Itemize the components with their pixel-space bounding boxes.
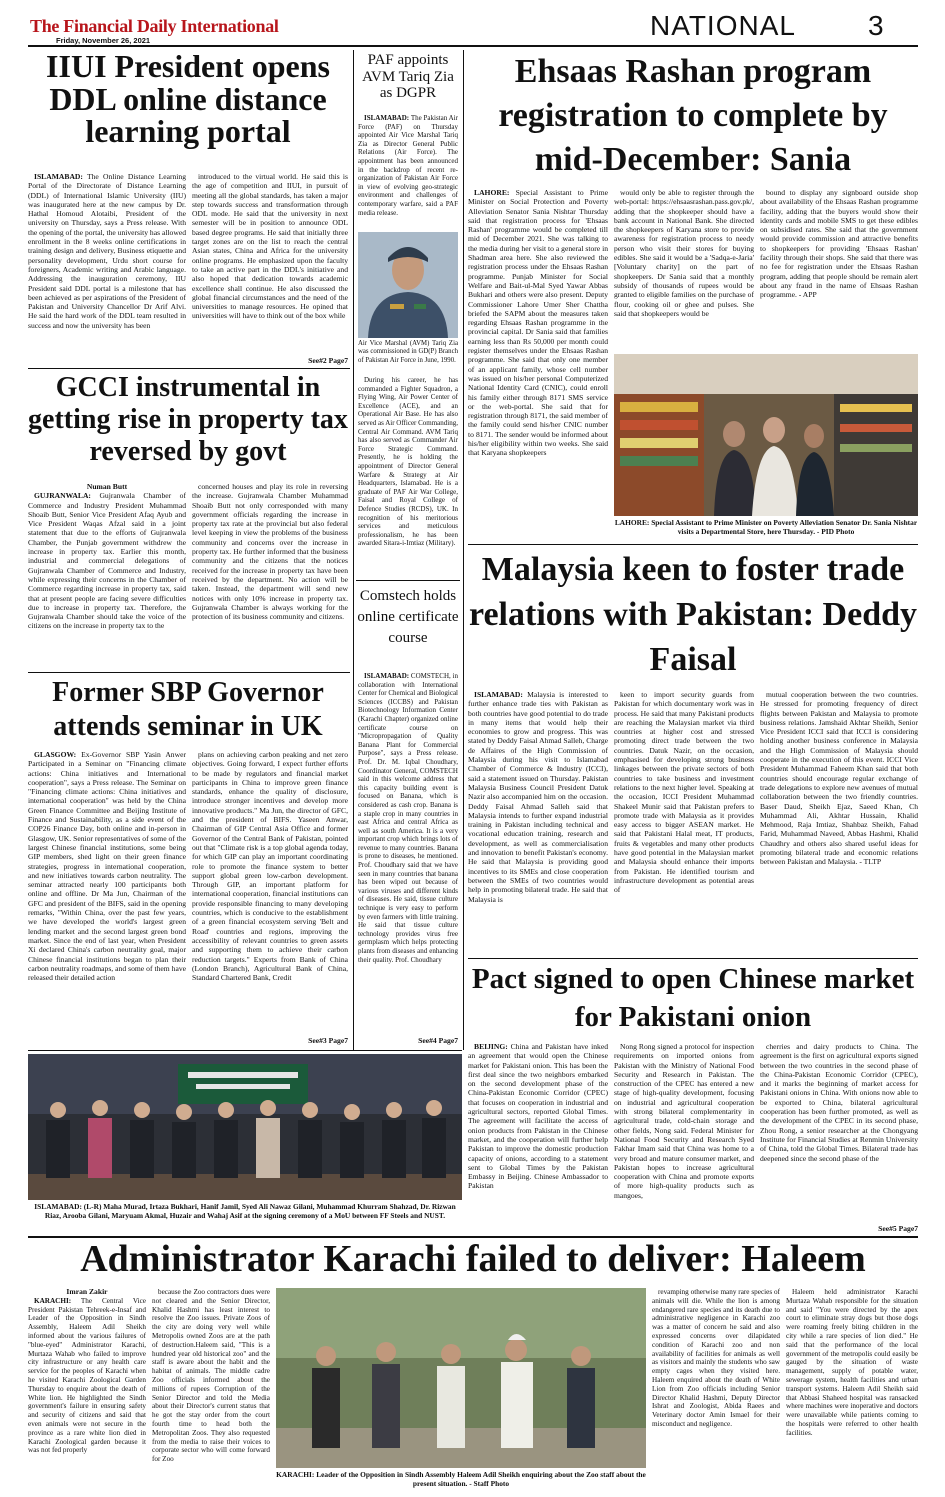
- karachi-zoo-photo: [276, 1288, 646, 1468]
- gcci-dateline: GUJRANWALA:: [34, 491, 91, 501]
- paper-name: The Financial Daily International: [30, 16, 279, 36]
- paf-headline: PAF appoints AVM Tariq Zia as DGPR: [362, 52, 454, 101]
- paf-right-rule: [463, 50, 464, 1050]
- karachi-text-1: The Central Vice President Pakistan Tehreek-e-Insaf and Leader of the Opposition in Sindh Assembly, Haleem Adil Sheikh informed about the various failures of "blue-eyed" Administrator Karachi, Murtaza Wahab who failed to improve city infrastructure or any health care service for the peoples of Karachi when he visited Karachi Zoological Garden Thursday to enquire about the death of White lion. He highlighted the Sindh government's failure in ensuring safety and security of citizens and said that even animals were not secure in the province as a rare white lion died in Karachi Zoological garden because it was not fed properly: [28, 1296, 146, 1455]
- malaysia-col-1: [468, 690, 608, 956]
- page-number: 3: [868, 10, 884, 41]
- karachi-col-3: [652, 1288, 780, 1488]
- paf-text-top: The Pakistan Air Force (PAF) on Thursday appointed Air Vice Marshal Tariq Zia as Director General Public Relations (Air Force). The appointment has been announced in the backdrop of recent re-organization of Pakistan Air Force in view of evolving geo-strategic environment and challenges of contemporary warfare, said a PAF media release.: [358, 114, 458, 217]
- paf-left-rule: [353, 50, 354, 1050]
- comstech-see-more: See#4 Page7: [418, 1036, 458, 1045]
- iiui-rule: [28, 368, 350, 369]
- ehsaas-col-2: [614, 188, 754, 350]
- onion-see-more: See#5 Page7: [878, 1224, 918, 1233]
- gcci-text-2: concerned houses and play its role in reversing the increase. Gujranwala Chamber Muhammad Shoaib Butt not only corresponded with many government officials regarding the increase in property tax rate at the provincial but also federal level keeping in view the problems of the business community and concerns over the increase in property tax. He further informed that the business community and the citizens that the notices received for the increase in property tax have been received by the department. No action will be taken. Instead, the department will send new notices with only 10% increase in property tax. Gujranwala Chamber is always working for the protection of its business community and citizens.: [192, 482, 348, 622]
- iiui-text-2: introduced to the virtual world. He said this is the age of competition and IIUI, in pursuit of meeting all the global standards, has taken a major step towards success and transformation through ODL mode. He said that the university in next semester will be in position to announce ODL based degree programs. He said that initially three target zones are on the list to reach the central Asian states, China and Africa for the university online programs. He emphasized upon the faculty to take an active part in the DDL's initiative and also hoped that dedication towards academic excellence shall continue. He also discussed the global financial circumstances and the need of the universities to manage resources. He opined that universities will have to think out of the box while: [192, 172, 348, 321]
- malaysia-text-2: keen to import security guards from Pakistan for which documentary work was in process. He said that many Pakistani products are reaching the Malaysian market via third countries at higher cost and stressed promoting direct trade between the two countries. Datuk Nazir, on the occasion, emphasised for developing strong business linkages between the private sectors of both countries to take business and investment relations to the next higher level. Speaking at the occasion, ICCI President Muhammad Shakeel Munir said that Pakistan prefers to promote trade with Malaysia as it provides easy access to bigger ASEAN market. He said that Pakistani Halal meat, IT products, fruits & vegetables and many other products have good potential in the Malaysian market and Malaysia should enhance their imports from Pakistan. He identified tourism and infrastructure development as potential areas of: [614, 690, 754, 895]
- malaysia-text-3: mutual cooperation between the two countries. He stressed for promoting frequency of direct flights between Pakistan and Malaysia to promote business relations. Jamshaid Akhtar Sheikh, Senior Vice President ICCI said that ICCI is considering holding another business conference in Malaysia and the High Commission of Malaysia should cooperate in the execution of this event. ICCI Vice President Muhammad Faheem Khan said that both countries should encourage regular exchange of trade delegations to explore new avenues of mutual collaboration between the two friendly countries. Baser Daud, Sheikh Ejaz, Saeed Khan, Ch Muhammad Ali, Akhtar Hussain, Khalid Mehmood, Raja Imtiaz, Shahbaz Sheikh, Fahad Farid, Muhammad Naveed, Abbas Hashmi, Khalid Chaudhry and others also shared useful ideas for promoting bilateral trade and economic relations between Pakistan and Malaysia. - TLTP: [760, 690, 918, 867]
- sbp-see-more: See#3 Page7: [308, 1036, 348, 1045]
- ehsaas-rule: [468, 544, 918, 545]
- ehsaas-col-1: [468, 188, 608, 540]
- onion-col-2: [614, 1042, 754, 1234]
- onion-dateline: BEIJING:: [474, 1042, 508, 1051]
- paf-body-bottom: [358, 376, 458, 574]
- karachi-byline: Imran Zakir: [66, 1288, 108, 1296]
- malaysia-headline: Malaysia keen to foster trade relations with Pakistan: Deddy Faisal: [468, 551, 918, 678]
- sbp-dateline: GLASGOW:: [34, 750, 77, 759]
- iiui-col-1: [28, 172, 186, 362]
- ehsaas-text-2: would only be able to register through the web-portal: https://ehsaasrashan.pass.gov.pk/, adding that the shopkeeper should have a bank account in National Bank. She directed the shopkeepers of Karyana store to provide awareness for registration process to needy person who visit their stores for buying edibles. She said it would be a 'Sadqa-e-Jaria' [Voluntary charity] on the part of shopkeepers. Dr Sania said that a monthly subsidy of thousands of rupees would be granted to eligible families on the purchase of flour, cooking oil or ghee and pulses. She said that shopkeepers would be: [614, 188, 754, 318]
- paf-text-bottom: During his career, he has commanded a Fighter Squadron, a Flying Wing, Air Power Center of Excellence (ACE), and an Operational Air Base. He has also served as Air Officer Commanding, Central Air Command. AVM Tariq has also served as Commander Air Force Strategic Command. Presently, he is holding the appointment of Director General Warfare & Strategy at Air Headquarters, Islamabad. He is a graduate of PAF Air War College, Faisal and Royal College of Defence Studies (RCDS), UK. In recognition of his meritorious services and meticulous professionalism, he has been awarded Sitara-i-Imtiaz (Military).: [358, 376, 458, 548]
- malaysia-dateline: ISLAMABAD:: [474, 690, 523, 699]
- karachi-photo-caption: KARACHI: Leader of the Opposition in Sindh Assembly Haleem Adil Sheikh enquiring about the Zoo staff about the present situation. - Staff Photo: [276, 1470, 646, 1488]
- malaysia-col-3: [760, 690, 918, 956]
- gcci-col-2: [192, 482, 348, 666]
- onion-text-1: China and Pakistan have inked an agreement that would open the Chinese market for Pakistani onion. This has been the first deal since the two neighbors embarked on the second development phase of the China-Pakistan Economic Corridor (CPEC) that focuses on cooperation in industrial and agricultural sectors, reported Global Times. The agreement will facilitate the access of onion products from Pakistan in the Chinese market, and the cooperation will further help Pakistan to improve the domestic production capacity of onions, according to a statement sent to Global Times by the Pakistan Embassy in Beijing. Chinese Ambassador to Pakistan: [468, 1042, 608, 1191]
- karachi-text-3: revamping otherwise many rare species of animals will die. While the lion is among endangered rare species and its death due to administrative negligence in Karachi zoo was a matter of concern he said and also expressed concerns over dilapidated condition of Karachi zoo and non availability of facilities for animals as well as visitors and mainly the students who saw empty cages when they visited here. Haleem enquired about the death of White Lion from Zoo officials including Senior Director Khalid Hashmi, Deputy Director Ishrat and Zoologist, Abida Raees and Veterinary doctor Amin Ismael for their misconduct and negligence.: [652, 1288, 780, 1428]
- gcci-text-1: Gujranwala Chamber of Commerce and Industry President Muhammad Shoaib Butt, Senior Vice President Afaq Ayub and Vice President Waqas Afzal said in a joint statement that due to the efforts of Gujranwala Chamber, the Punjab government withdrew the increase in property tax. Earlier this month, industrial and commercial delegations of Gujranwala Chamber of Commerce and Industry, while expressing their concerns in the Chamber of Commerce regarding increase in property tax, said that at present people are facing severe difficulties due to increase in property tax. Therefore, the Gujranwala Chamber should take the voice of the citizens on the increase in property tax to the: [28, 491, 186, 631]
- onion-col-3: [760, 1042, 918, 1224]
- ehsaas-col-3: [760, 188, 918, 350]
- ehsaas-text-1: Special Assistant to Prime Minister on Social Protection and Poverty Alleviation Senator Sania Nishtar Thursday said that registration process for 'Ehsaas Rashan' programme would be completed till mid of December 2021. She was talking to the media during her visit to a general store in Shadman area here. She also reviewed the registration process under the Ehsaas Rashan programme. Punjab Minister for Social Welfare and Bait-ul-Mal Syed Yawar Abbas Bukhari and others were also present. Deputy Commissioner Lahore Umer Sher Chattha briefed the SAPM about the measures taken regarding Ehsaas Rashan programme in the provincial capital. Dr Sania said that families earning less than Rs 50,000 per month could register themselves under the Ehsaas Rashan programme. She said that only one member of an applicant family, whose cell number was issued on his/her personal Computerized National Identity Card (CNIC), could enroll his family either through 8171 SMS service or the web-portal. She said that for registration through 8171, the said member of the family could send his/her CNIC number to 8171. The sender would be informed about his/her eligibility within two weeks. She said that Karyana shopkeepers: [468, 188, 608, 458]
- masthead-rule: [28, 45, 918, 47]
- paf-body-top: [358, 114, 458, 230]
- karachi-col-4: [786, 1288, 918, 1488]
- iiui-col-2: [192, 172, 348, 356]
- masthead: [28, 10, 918, 46]
- karachi-text-4: Haleem held administrator Karachi Murtaza Wahab responsible for the situation and said "You were directed by the apex court to eliminate stray dogs but those dogs were roaming freely biting children in the city while a rare species of lion died." He said that the performance of the local government of the metropolis could easily be gauged by the situation of waste management, supply of potable water, sewerage system, health facilities and urban transport systems. Haleem Adil Sheikh said that Abbasi Shaheed hospital was ransacked where machines were inoperative and doctors were unavailable while patients coming to the hospitals were referred to other health facilities.: [786, 1288, 918, 1437]
- comstech-dateline: ISLAMABAD:: [364, 672, 410, 680]
- karachi-col-2: [152, 1288, 270, 1488]
- onion-headline: Pact signed to open Chinese market for Pakistani onion: [471, 963, 915, 1034]
- karachi-col-1: [28, 1288, 146, 1488]
- paf-officer-photo: [358, 232, 458, 338]
- sbp-col-1: [28, 750, 186, 1046]
- gcci-byline: Numan Butt: [86, 482, 128, 491]
- gcci-rule: [28, 672, 350, 673]
- mou-photo-caption: ISLAMABAD: (L-R) Maha Murad, Irtaza Bukhari, Hanif Jamil, Syed Ali Nawaz Gilani, Muhammad Khurram Shahzad, Dr. Rizwan Riaz, Arooba Gilani, Maryuam Akmal, Huzair and Wahaj Asif at the signing ceremony of a MoU between FF Steels and NUST.: [34, 1202, 456, 1220]
- iiui-see-more: See#2 Page7: [308, 356, 348, 365]
- karachi-dateline: KARACHI:: [34, 1296, 72, 1305]
- gcci-col-1: [28, 482, 186, 666]
- karachi-headline: Administrator Karachi failed to deliver: Haleem: [80, 1240, 866, 1280]
- gcci-headline: GCCI instrumental in getting rise in property tax reversed by govt: [28, 372, 348, 468]
- malaysia-text-1: Malaysia is interested to further enhance trade ties with Pakistan as both countries have good potential to do trade in many items that would help their economies to grow and progress. This was stated by Deddy Faisal Ahmad Salleh, Charge de Affaires of the High Commission of Malaysia during his visit to Islamabad Chamber of Commerce & Industry (ICCI), said a statement issued on Thursday. Pakistan Malaysia Business Council President Datuk Nazir also accompanied him on the occasion. Deddy Faisal Ahmad Salleh said that Malaysia intends to further expand industrial training in Pakistan including technical and vocational education training, research and development, as well as commercialisation and innovation to benefit Pakistan's economy. He said that Malaysia is providing good incentives to its SMEs and close cooperation between the SMEs of two countries would help in promoting bilateral trade. He said that Malaysia is: [468, 690, 608, 904]
- ehsaas-photo-caption: LAHORE: Special Assistant to Prime Minister on Poverty Alleviation Senator Dr. Sania Nishtar visits a Departmental Store, here Thursday. - PID Photo: [614, 518, 918, 536]
- ehsaas-store-photo: [614, 354, 918, 516]
- sbp-col-2: [192, 750, 348, 1036]
- mou-ceremony-photo: [28, 1054, 462, 1200]
- paf-photo-caption: [358, 340, 458, 374]
- onion-text-2: Nong Rong signed a protocol for inspection requirements on imported onions from Pakistan with the Ministry of National Food Security and Research in Pakistan. The construction of the CPEC has entered a new stage of high-quality development, focusing on industrial and agricultural cooperation with strong bilateral complementarity in agricultural trade, cold-chain storage and other fields, Nong said. Federal Minister for National Food Security and Research Syed Fakhar Imam said that China was home to a very broad and mature consumer market, and Pakistan hopes to increase agricultural cooperation with China and promote exports of more high-quality products such as mangoes,: [614, 1042, 754, 1200]
- paf-caption-text: Air Vice Marshal (AVM) Tariq Zia was commissioned in GD(P) Branch of Pakistan Air Force in June, 1990.: [358, 340, 458, 364]
- comstech-body: [358, 672, 458, 1036]
- onion-text-3: cherries and dairy products to China. The agreement is the first on agricultural exports signed between the two countries in the second phase of the China-Pakistan Economic Corridor (CPEC), and it marks the beginning of market access for Pakistani onions in China. With onions now able to be exported to China, bilateral agricultural cooperation has been further promoted, as well as the development of the CPEC in its second phase, Zhou Rong, a senior researcher at the Chongyang Institute for Financial Studies at Renmin University of China, told the Global Times. Bilateral trade has deepened since the second phase of the: [760, 1042, 918, 1163]
- sbp-text-1: Ex-Governor SBP Yasin Anwer Participated in a Seminar on "Financing climate actions: China initiatives and International cooperation", says a Press release. The Seminar on "Financing climate actions: China initiatives and international cooperation" was held by the China Green Finance Committee and Beijing Institute of Finance and Sustainability, as a side event of the COP26 Finance Day, both online and in-person in Glasgow, UK. Senior representatives of some of the largest Chinese financial institutions, some being GIP members, shed light on their green finance strategies, progress in international cooperation, and new initiatives towards carbon neutrality. The seminar attracted nearly 100 participants both online and offline. Dr Ma Jun, Chairman of the GFC and president of the BIFS, said in the opening remarks, "Within China, over the past few years, we have developed the world's largest green lending market and the second largest green bond market. Since the end of last year, when President Xi declared China's carbon neutrality goal, major Chinese financial institutions began to plan their carbon neutrality roadmaps, and some of them have released their detailed action: [28, 750, 186, 983]
- comstech-text: COMSTECH, in collaboration with International Center for Chemical and Biological Sciences (ICCBS) and Pakistan Biotechnology Information Center (Karachi Chapter) organized online certificate course on "Micropropagation of Quality Banana Plant for Commercial Purpose", says a Press release. Prof. Dr. M. Iqbal Choudhary, Coordinator General, COMSTECH said in this welcome address that this capacity building event is focused on Banana, which is considered as cash crop. Banana is a staple crop in many countries in east Africa and central Africa as well as south America. It is a very important crop which brings lots of revenue to many countries. Banana is prone to diseases, he mentioned. Prof. Choudhary said that we have seen in many countries that banana has been wiped out because of various viruses and different kinds of diseases. He said, tissue culture technique is very easy to perform by even farmers with little training. He said that tissue culture technology provides virus free germplasm which helps protecting plants from diseases and enhancing their quality. Prof. Choudhary: [358, 672, 458, 964]
- ehsaas-dateline: LAHORE:: [474, 188, 510, 197]
- sbp-headline: Former SBP Governor attends seminar in UK: [52, 677, 324, 742]
- malaysia-col-2: [614, 690, 754, 956]
- iiui-dateline: ISLAMABAD:: [34, 172, 83, 181]
- section-name: NATIONAL: [650, 10, 796, 41]
- onion-col-1: [468, 1042, 608, 1234]
- comstech-headline: Comstech holds online certificate course: [357, 588, 459, 646]
- iiui-text-1: The Online Distance Learning Portal of the Directorate of Distance Learning (DDL) of International Islamic University (IIU) was inaugurated here at the new campus by Dr. Hathal Homoud Alotaibi, President of the university on Thursday, says a Press release. With the opening of the portal, the university has allowed enrollment in the 8 weeks online certifications in training design and delivery, Business etiquette and personality development, Urdu short course for foreigners, Academic writing and Arabic language. Addressing the inauguration ceremony, IIU President said DDL portal is a milestone that has been achieved as per aspirations of the President of Pakistan and University Chancellor Dr Arif Alvi. He said the hard work of the DDL team resulted in success and now the university has been: [28, 172, 186, 330]
- paf-rule: [356, 580, 460, 581]
- mou-top-rule: [28, 1050, 462, 1051]
- ehsaas-text-3: bound to display any signboard outside shop about availability of the Ehsaas Rashan programme facility, adding that the buyers would show their identity cards and mobile SMS to get these edibles on subsidised rates. She said that the government would provide commission and attractive benefits to shopkeepers for providing 'Ehsaas Rashan' facility through their shops. She said that there was no fee for registration under the Ehsaas Rashan program, adding that people should be remain alert about any fraud in the name of Ehsaas Rashan programme. - APP: [760, 188, 918, 300]
- karachi-text-2: because the Zoo contractors dues were not cleared and the Senior Director, Khalid Hashmi has least interest to resolve the Zoo issues. Private Zoos of the city are doing very well while Metropolis owned Zoos are at the path of destruction.Haleem said, "This is a hundred year old historical zoo" and the staff is aware about the habit and the habitat of animals. The middle cadre Zoo officials informed about the millions of rupees Corruption of the Senior Director and told the Media about their Director's current status that he got the stay order from the court fourth time to head both the Metropolitan Zoos. They also requested from the media to raise their voices to corporate sector who will come forward for Zoo: [152, 1288, 270, 1464]
- sbp-text-2: plans on achieving carbon peaking and net zero objectives. Going forward, I expect further efforts to be made by regulators and financial market participants in China to improve green finance standards, enhance the quality of disclosure, introduce stronger incentives and develop more innovative products." Ma Jun, the director of GFC, and the president of BIFS. Yaseen Anwar, Chairman of GIP Central Asia Office and former Governor of the Central Bank of Pakistan, pointed out that "Climate risk is a top global agenda today, for which GIP can play an important coordinating role to promote the finance system to better support global green low-carbon development. Through GIP, an important platform for international cooperation, financial institutions can provide responsible financing to many developing countries, which is conducive to the establishment of a green financial ecosystem serving 'Belt and Road' countries and regions, improving the accessibility of relevant countries to green assets and supporting them to achieve their carbon reduction targets." Experts from Bank of China (London Branch), Agricultural Bank of China, Standard Chartered Bank, Credit: [192, 750, 348, 983]
- karachi-top-rule: [28, 1236, 918, 1238]
- malaysia-rule: [468, 958, 918, 959]
- issue-date: Friday, November 26, 2021: [56, 36, 151, 45]
- ehsaas-headline: Ehsaas Rashan program registration to complete by mid-December: Sania: [498, 53, 888, 179]
- paf-dateline: ISLAMABAD:: [364, 114, 410, 122]
- iiui-headline: IIUI President opens DDL online distance learning portal: [46, 50, 330, 150]
